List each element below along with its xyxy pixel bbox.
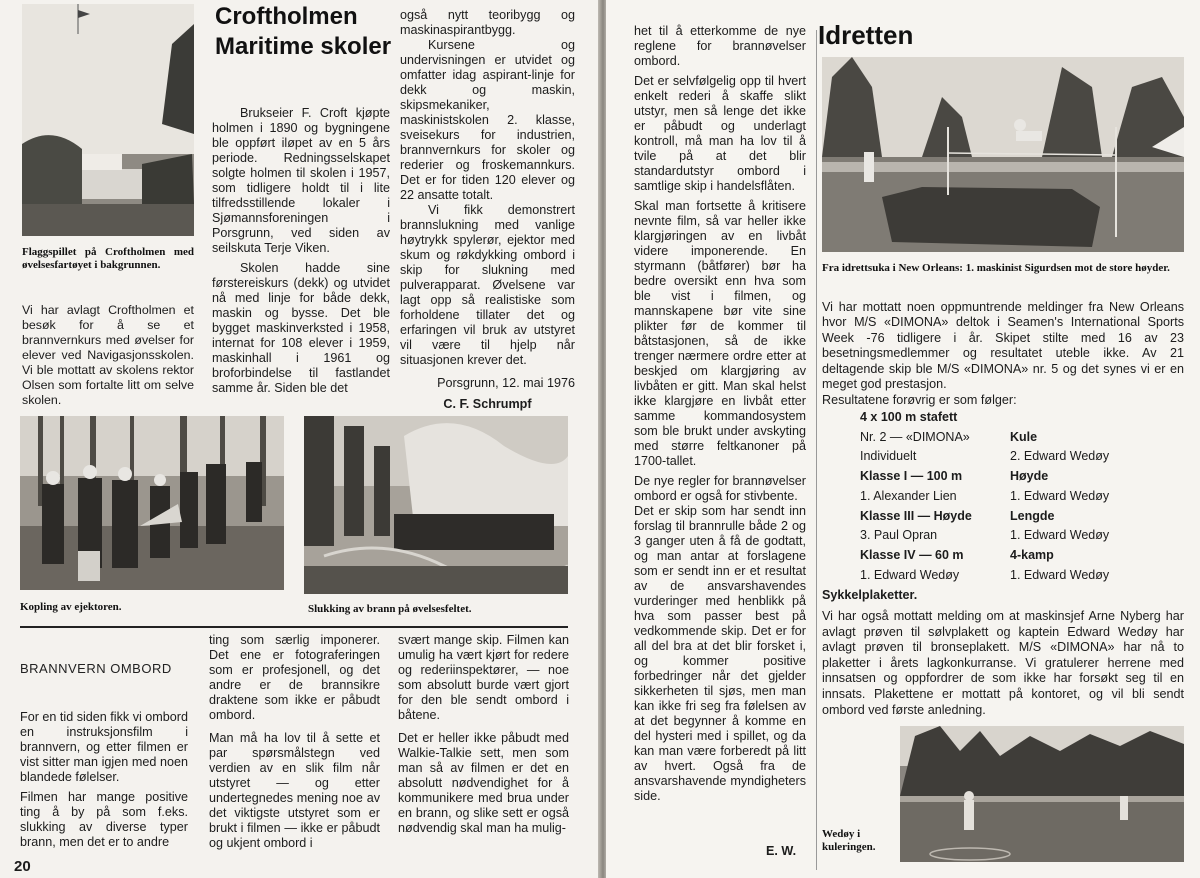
brannvern-col2-paragraph-1: ting som særlig imponerer. Det ene er fotograferingen som er profesjonell, og det andre er de brannsikre draktene som ikke er påbudt ombord. [209,633,380,722]
photo-flag-parade-caption: Flaggspillet på Croftholmen med øvelsesfartøyet i bakgrunnen. [22,246,194,271]
continuation-paragraph-3: Skal man fortsette å kritisere nevnte film, så var heller ikke klargjøringen av en livbåt videre imponerende. En styrmann (båtfører) bør ha bedre oversikt enn hva som ble vist i filmen, og mannskapene bør vite sine plikter før de kommer til båtstasjonen, så de ikke trenger nærmere ordre etter at beskjed om klargjøring av livbåten er gitt. Man skal helst ikke klargjøre en livbåt etter samme kommandosystem som ble brukt under avskyting med større feltkanoner på 1700-tallet. [634,199,806,468]
continuation-paragraph-1: het til å etterkomme de nye reglene for brannøvelser ombord. [634,24,806,68]
brannvern-col3-paragraph-2: Det er heller ikke påbudt med Walkie-Talkie sett, men som man så av filmen er det en absolutt nødvendighet for å kommunikere med brua under en brann, og slike sett er også nødvendig skal man ha mulig- [398,731,569,835]
results-event: Klasse III — Høyde [860,508,972,523]
results-row [860,566,1190,586]
page-number: 20 [14,858,31,875]
results-entry: 1. Edward Wedøy [1010,567,1110,582]
results-entry: 2. Edward Wedøy [1010,449,1110,464]
results-entry: Kule [1010,429,1038,444]
results-row [860,408,1190,428]
photo-high-jump-caption: Fra idrettsuka i New Orleans: 1. maskinist Sigurdsen mot de store høyder. [822,262,1170,274]
results-row [860,546,1190,566]
article-signature: C. F. Schrumpf [443,397,532,411]
brannvern-column-1 [20,710,188,855]
cycling-text: Vi har også mottatt melding om at maskinsjef Arne Nyberg har avlagt prøven til sølvplakett og kaptein Edward Wedøy har avlagt prøven til bronseplakett. M/S «DIMONA» har nå to plaketter i årets lagkonkurranse. Vi gratulerer herrene med innsatsen og oppfordrer de som ikke har forsøkt seg til en innsats. Plakettene er mottatt på kontoret, og vil bli sendt ombord ved første anledning. [822,609,1184,717]
photo-fire-extinguishing-caption: Slukking av brann på øvelsesfeltet. [308,603,472,615]
column-3-paragraph-1: også nytt teoribygg og maskinaspirantbygg. [400,8,575,37]
results-intro: Resultatene forøvrig er som følger: [822,393,1017,408]
brannvern-col1-paragraph-1: For en tid siden fikk vi ombord en instruksjonsfilm i brannvern, og etter filmen er vist sitter man igjen med noen blandede følelser. [20,710,188,784]
column-3-paragraph-2: Kursene og undervisningen er utvidet og omfatter idag aspirant-linje for dekk og maskin, skipsmekaniker, maskinistskolen 2. klasse, sveisekurs for industrien, brannvernkurs for skoler og rederier og froskemannkurs. Det er for tiden 120 elever og 22 ansatte totalt. [400,38,575,202]
results-entry: 1. Edward Wedøy [1010,488,1110,503]
photo-ejector-coupling [20,416,284,590]
results-row [860,526,1190,546]
results-event: Klasse I — 100 m [860,469,963,484]
brannvern-col1-paragraph-2: Filmen har mange positive ting å by på som f.eks. slukking av diverse typer brann, men det er to andre [20,790,188,849]
intro-text: Vi har avlagt Croftholmen et besøk for å se et brannvernkurs med øvelser for elever ved Navigasjonsskolen. Vi ble mottatt av skolens rektor Olsen som fortalte litt om selve skolen. [22,303,194,407]
section-divider [20,626,568,628]
column-divider [816,30,817,870]
results-entry: Høyde [1010,469,1049,484]
photo-shot-put-caption: Wedøy i kuleringen. [822,828,876,853]
results-row [860,428,1190,448]
sports-headline: Idretten [818,20,914,50]
results-event: Nr. 2 — «DIMONA» [860,429,970,444]
sports-intro [822,300,1184,414]
continuation-paragraph-4: De nye regler for brannøvelser ombord er også for stivbente. [634,474,806,503]
cycling-paragraph [822,609,1184,723]
results-entry: 1. Edward Wedøy [1010,528,1110,543]
article-dateline: Porsgrunn, 12. mai 1976 [437,376,575,390]
brannvern-continuation-column [634,24,806,809]
brannvern-col2-paragraph-2: Man må ha lov til å sette et par spørsmålstegn ved verdien av en slik film når utstyret — og etter undertegnedes mening noe av det viktigste utstyret som er brukt i filmen — ikke er påbudt og ukjent ombord i [209,731,380,850]
results-entry [1010,408,1190,428]
brannvern-column-2 [209,633,380,856]
results-event: Individuelt [860,449,917,464]
continuation-signature: E. W. [766,844,797,858]
photo-ejector-coupling-caption: Kopling av ejektoren. [20,601,122,613]
results-event: 1. Edward Wedøy [860,567,960,582]
cycling-title: Sykkelplaketter. [822,588,918,602]
brannvern-column-3 [398,633,569,841]
intro-paragraph [22,303,194,413]
column-3-paragraph-3: Vi fikk demonstrert brannslukning med vanlige høytrykk spylerør, ejektor med skum og røkdykking ombord i skip for slukning med pulverapparat. Øvelsene var lagt opp så realistiske som forholdene tillater det og erfaringen vil bruk av utstyret vil være til hjelp når situasjonen krever det. [400,203,575,367]
results-row [860,487,1190,507]
results-entry: Lengde [1010,508,1055,523]
results-row [860,467,1190,487]
results-entry: 4-kamp [1010,547,1054,562]
article-column-3 [400,8,575,417]
results-row [860,447,1190,467]
article-headline: Croftholmen Maritime skoler [215,3,392,60]
continuation-paragraph-5: Det er skip som har sendt inn forslag til brannrulle både 2 og 3 ganger uten å få de godtatt, og man antar at forslagene som er sendt inn er et resultat av de ansvarshavendes vurderinger med henblikk på hva som passer best på vedkommende skip. Det er for all del bra at det blir forsket i, og kommer positive forbedringer når det gjelder sikkerheten til sjøs, men man kan ikke fri seg fra følelsen av at det begynner å komme en del hysteri med i spillet, og da kan man være forberedt på litt av hvert. Også fra de ansvarshavende myndigheters side. [634,504,806,803]
right-page [606,0,1200,878]
photo-shot-put [900,726,1184,862]
article-column-2 [212,106,390,401]
brannvern-col3-paragraph-1: svært mange skip. Filmen kan umulig ha vært kjørt for redere og rederiinspektører, — noe som absolutt burde vært gjort for den ble sendt ombord i båtene. [398,633,569,722]
photo-flag-parade [22,4,194,236]
results-table [860,408,1190,585]
results-event: 3. Paul Opran [860,528,938,543]
results-event: 1. Alexander Lien [860,488,957,503]
results-event: 4 x 100 m stafett [860,410,958,424]
column-2-paragraph-2: Skolen hadde sine førstereiskurs (dekk) og utvidet nå med linje for både dekk, maskin og bysse. Det ble bygget maskinverksted i 1958, internat for 108 elever i 1959, maskinhall i 1961 og broforbindelse til fastlandet samme år. Siden ble det [212,261,390,395]
continuation-paragraph-2: Det er selvfølgelig opp til hvert enkelt rederi å skaffe slikt utstyr, men så lenge det ikke er påbudt og underlagt kontroll, må man ha lov til å tvile på at det blir standardutstyr ombord i samtlige skip i handelsflåten. [634,74,806,193]
sports-intro-text: Vi har mottatt noen oppmuntrende meldinger fra New Orleans hvor M/S «DIMONA» deltok i Seamen's International Sports Week -76 tidligere i år. Skipet stilte med 16 av 23 besetningsmedlemmer og resultatet uteble ikke. Av 21 deltagende skip ble M/S «DIMONA» nr. 5 og det synes vi er en meget god prestasjon. [822,300,1184,392]
results-row [860,507,1190,527]
results-event: Klasse IV — 60 m [860,547,964,562]
section-title: BRANNVERN OMBORD [20,661,172,676]
column-2-paragraph-1: Brukseier F. Croft kjøpte holmen i 1890 og bygningene ble oppført iløpet av en 5 års periode. Redningsselskapet solgte holmen til skolen i 1957, som tidligere holdt til i lite tilfredsstillende lokaler i Sjømannsforeningen i Porsgrunn, ved siden av seilskuta Terje Viken. [212,106,390,255]
photo-fire-extinguishing [304,416,568,594]
photo-high-jump [822,57,1184,252]
